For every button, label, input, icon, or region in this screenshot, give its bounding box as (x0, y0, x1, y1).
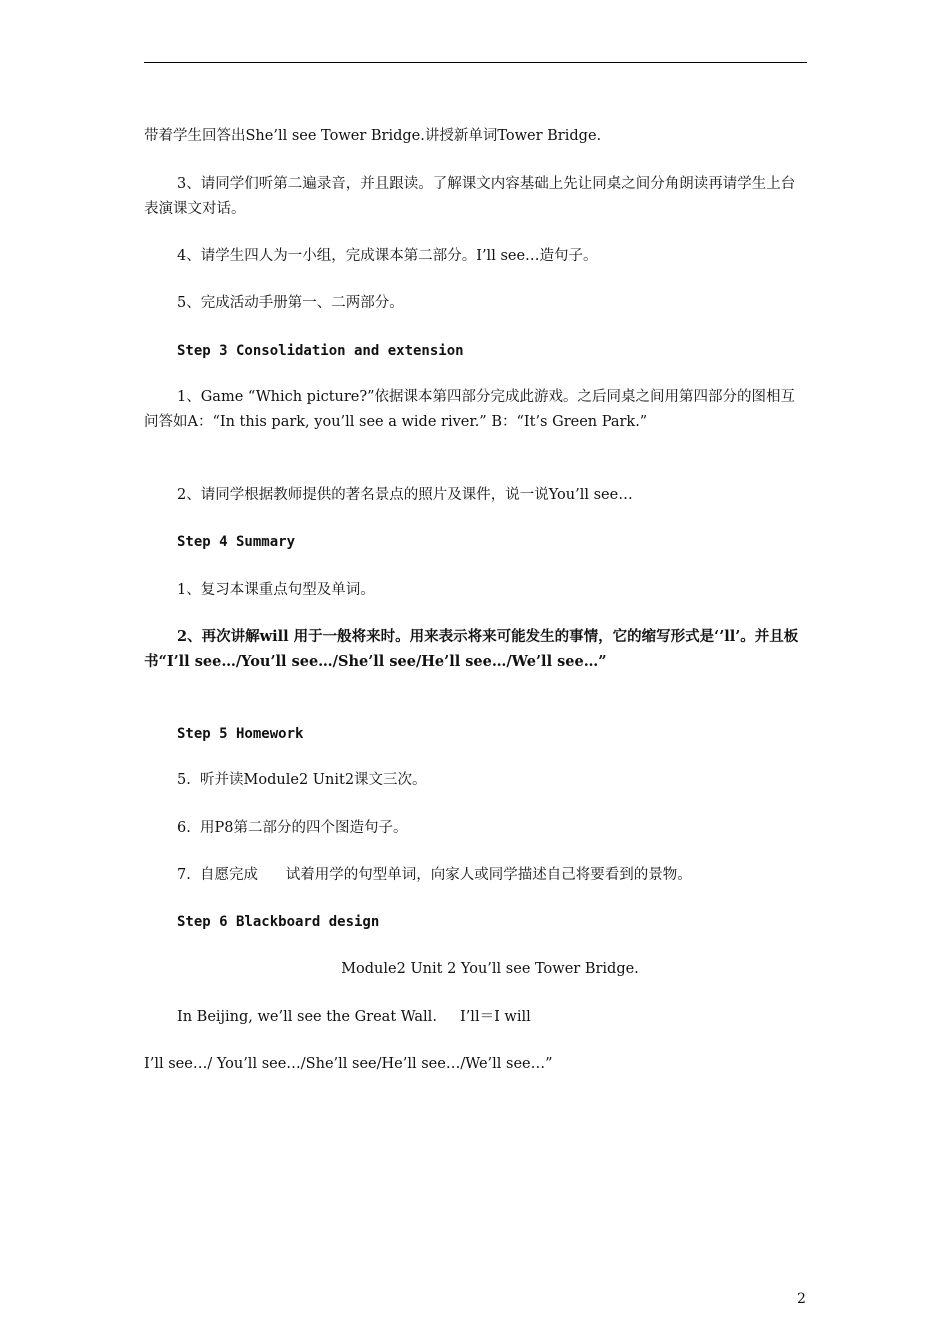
section-heading: Step 5 Homework (177, 726, 304, 742)
paragraph: 2、请同学根据教师提供的著名景点的照片及课件，说一说You’ll see… (177, 487, 633, 503)
blackboard-line: I’ll see…/ You’ll see…/She’ll see/He’ll see…/We’ll see…” (144, 1056, 553, 1072)
header-rule (144, 62, 807, 63)
section-heading: Step 6 Blackboard design (177, 914, 380, 930)
section-heading: Step 4 Summary (177, 534, 296, 550)
paragraph: 带着学生回答出She’ll see Tower Bridge.讲授新单词Tower Bridge. (144, 128, 602, 144)
page-number: 2 (797, 1291, 806, 1307)
paragraph: 5、完成活动手册第一、二两部分。 (177, 295, 404, 311)
paragraph: 1、Game “Which picture?”依据课本第四部分完成此游戏。之后同桌之间用第四部分的图相互问答如A：“In this park, you’ll see a wide river.” B：“It’s Green Park.” (144, 389, 796, 430)
blackboard-title: Module2 Unit 2 You’ll see Tower Bridge. (341, 961, 639, 977)
list-item: 7. 自愿完成 试着用学的句型单词，向家人或同学描述自己将要看到的景物。 (177, 867, 692, 883)
paragraph: 3、请同学们听第二遍录音，并且跟读。了解课文内容基础上先让同桌之间分角朗读再请学生上台表演课文对话。 (144, 176, 796, 217)
paragraph: 1、复习本课重点句型及单词。 (177, 582, 375, 598)
paragraph: 2、再次讲解will 用于一般将来时。用来表示将来可能发生的事情，它的缩写形式是‘’ll’。并且板书“I’ll see…/You’ll see…/She’ll see/He’ll see…/We’ll see…” (144, 628, 799, 670)
section-heading: Step 3 Consolidation and extension (177, 343, 464, 359)
list-item: 6. 用P8第二部分的四个图造句子。 (177, 820, 408, 836)
blackboard-line: In Beijing, we’ll see the Great Wall. I’ll＝I will (177, 1009, 531, 1025)
list-item: 5. 听并读Module2 Unit2课文三次。 (177, 772, 427, 788)
paragraph: 4、请学生四人为一小组，完成课本第二部分。I’ll see…造句子。 (177, 248, 598, 264)
